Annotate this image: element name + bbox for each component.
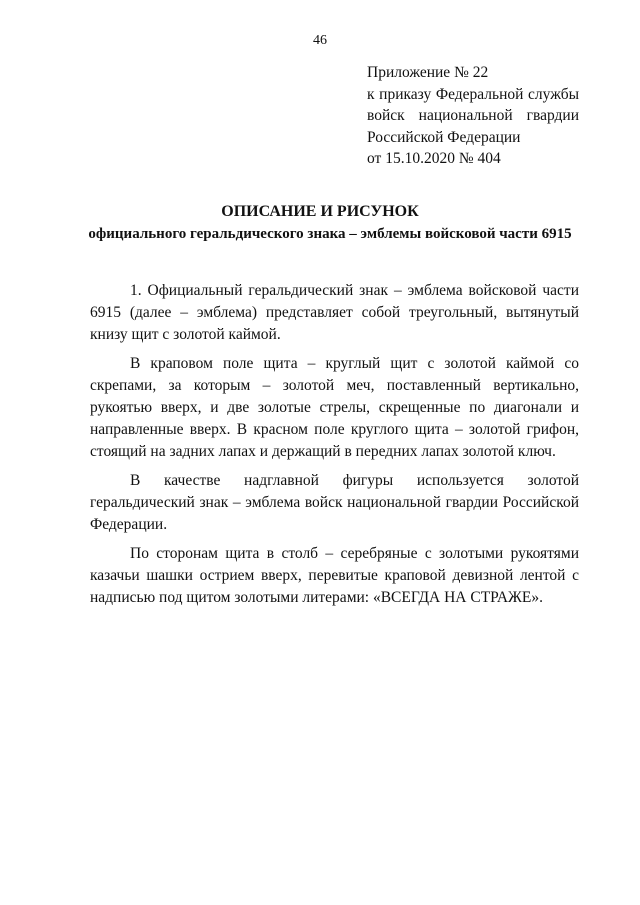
page-number: 46 xyxy=(313,33,327,48)
appendix-date-number: от 15.10.2020 № 404 xyxy=(367,150,501,167)
appendix-service-name: войск национальной гвардии xyxy=(367,107,579,124)
appendix-block xyxy=(367,62,579,170)
appendix-order-ref: к приказу Федеральной службы xyxy=(367,85,579,103)
document-body xyxy=(90,280,579,616)
paragraph-1: 1. Официальный геральдический знак – эмблема войсковой части 6915 (далее – эмблема) представляет собой треугольный, вытянутый книзу щит с золотой каймой. xyxy=(90,282,579,343)
paragraph-3: В качестве надглавной фигуры используется золотой геральдический знак – эмблема войск национальной гвардии Российской Федерации. xyxy=(90,472,579,533)
paragraph-2: В краповом поле щита – круглый щит с золотой каймой со скрепами, за которым – золотой меч, поставленный вертикально, рукоятью вверх, и две золотые стрелы, скрещенные по диагонали и направленные вверх. В красном поле круглого щита – золотой грифон, стоящий на задних лапах и держащий в передних лапах золотой ключ. xyxy=(90,355,579,460)
appendix-country: Российской Федерации xyxy=(367,128,521,146)
document-title: ОПИСАНИЕ И РИСУНОК xyxy=(221,203,419,220)
paragraph-4: По сторонам щита в столб – серебряные с золотыми рукоятями казачьи шашки острием вверх, перевитые краповой девизной лентой с надписью под щитом золотыми литерами: «ВСЕГДА НА СТРАЖЕ». xyxy=(90,545,579,606)
appendix-number: Приложение № 22 xyxy=(367,64,489,81)
document-subtitle: официального геральдического знака – эмблемы войсковой части 6915 xyxy=(88,226,572,242)
